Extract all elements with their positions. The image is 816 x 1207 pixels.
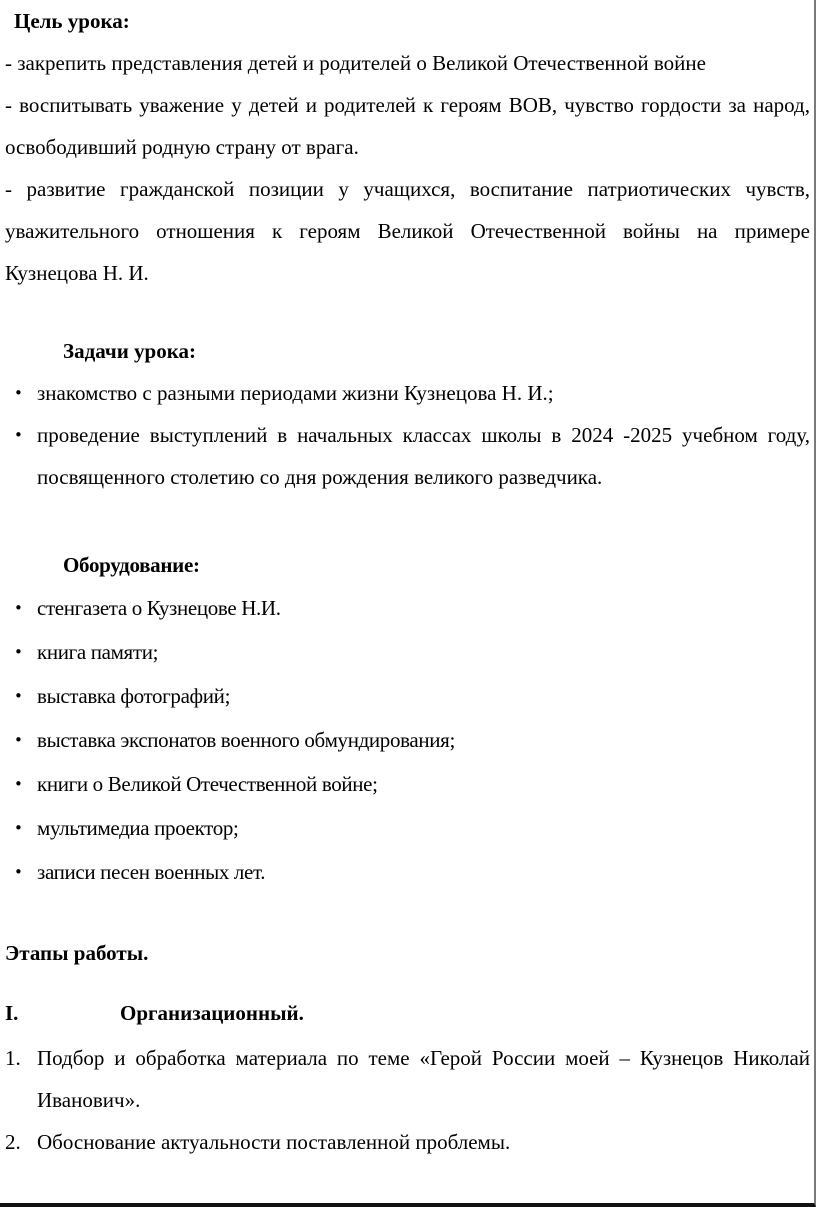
equipment-item-text: выставка экспонатов военного обмундирования; [37, 728, 455, 752]
bullet-icon: • [14, 819, 23, 837]
equipment-item-text: мультимедиа проектор; [37, 816, 239, 840]
goal-heading: Цель урока: [14, 9, 130, 33]
task-item-text: знакомство с разными периодами жизни Кузнецова Н. И.; [37, 381, 554, 405]
item-text: Подбор и обработка материала по теме «Герой России моей – Кузнецов Николай Иванович». [37, 1046, 810, 1112]
stage-one-title: Организационный. [120, 1001, 304, 1025]
equipment-list-item [5, 762, 810, 806]
bullet-icon: • [14, 731, 23, 749]
equipment-list-item [5, 586, 810, 630]
equipment-list-item [5, 718, 810, 762]
bullet-icon: • [14, 863, 23, 881]
tasks-list [5, 372, 810, 498]
equipment-item-text: выставка фотографий; [37, 684, 231, 708]
goal-paragraph: - развитие гражданской позиции у учащихся, воспитание патриотических чувств, уважительного отношения к героям Великой Отечественной войны на примере Кузнецова Н. И. [5, 177, 810, 285]
equipment-heading: Оборудование: [63, 553, 200, 577]
task-list-item [5, 372, 810, 414]
goal-paragraph: - закрепить представления детей и родителей о Великой Отечественной войне [5, 51, 706, 75]
bullet-icon: • [14, 775, 23, 793]
stages-heading: Этапы работы. [5, 941, 149, 965]
bullet-icon: • [14, 384, 23, 402]
numbered-list-item [5, 1121, 810, 1163]
task-item-text: проведение выступлений в начальных классах школы в 2024 -2025 учебном году, посвященного столетию со дня рождения великого разведчика. [37, 423, 810, 489]
bullet-icon: • [14, 643, 23, 661]
bullet-icon: • [14, 426, 23, 444]
numbered-list [5, 1037, 810, 1163]
equipment-item-text: книга памяти; [37, 640, 159, 664]
equipment-list-item [5, 674, 810, 718]
equipment-list-item [5, 630, 810, 674]
equipment-list-item [5, 850, 810, 894]
item-text: Обоснование актуальности поставленной проблемы. [37, 1130, 511, 1154]
numbered-list-item [5, 1037, 810, 1121]
equipment-list [5, 586, 810, 894]
task-list-item [5, 414, 810, 498]
item-number: 1. [5, 1046, 21, 1070]
item-number: 2. [5, 1130, 21, 1154]
equipment-list-item [5, 806, 810, 850]
equipment-item-text: записи песен военных лет. [37, 860, 266, 884]
equipment-item-text: стенгазета о Кузнецове Н.И. [37, 596, 281, 620]
tasks-heading: Задачи урока: [63, 339, 197, 363]
goal-paragraphs [5, 42, 810, 294]
stage-one-heading [5, 992, 810, 1034]
goal-paragraph: - воспитывать уважение у детей и родителей к героям ВОВ, чувство гордости за народ, освободивший родную страну от врага. [5, 93, 810, 159]
stage-one-numeral: I. [5, 1001, 19, 1025]
bullet-icon: • [14, 687, 23, 705]
bullet-icon: • [14, 599, 23, 617]
equipment-item-text: книги о Великой Отечественной войне; [37, 772, 378, 796]
